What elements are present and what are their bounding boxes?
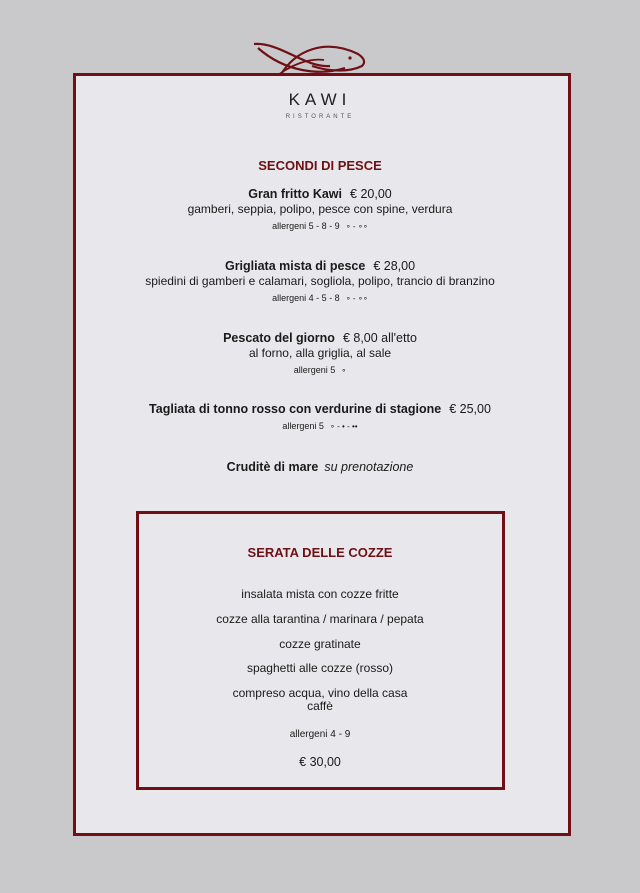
cozze-title: SERATA DELLE COZZE [247, 545, 393, 560]
dish-description: gamberi, seppia, polipo, pesce con spine, verdura [187, 202, 453, 216]
dish-allergens: allergeni 5 [282, 421, 324, 431]
dish-note: su prenotazione [324, 460, 414, 474]
brand-subtitle: RISTORANTE [285, 114, 355, 120]
dish-description: al forno, alla griglia, al sale [248, 346, 392, 360]
dish-name: Cruditè di mare [226, 460, 319, 474]
dish-symbols: ∘ [341, 366, 347, 375]
dish-name: Tagliata di tonno rosso con verdurine di stagione [149, 402, 442, 416]
dish-item [0, 401, 640, 434]
dish-symbols: ∘ - ∘∘ [345, 222, 368, 231]
dish-item [0, 330, 640, 378]
cozze-included-coffee: caffè [307, 699, 333, 713]
dish-name: Grigliata mista di pesce [224, 259, 366, 273]
dish-name: Gran fritto Kawi [248, 187, 343, 201]
cozze-item: cozze alla tarantina / marinara / pepata [216, 612, 424, 626]
cozze-item: cozze gratinate [279, 637, 361, 651]
dish-symbols: ∘ - • - •• [329, 422, 358, 431]
dish-price: € 8,00 all'etto [342, 331, 417, 345]
cozze-item: insalata mista con cozze fritte [241, 587, 399, 601]
dish-item [0, 459, 640, 475]
brand-name: KAWI [288, 90, 352, 109]
dish-item [0, 186, 640, 234]
cozze-price: € 30,00 [299, 755, 341, 769]
dish-item [0, 258, 640, 306]
cozze-allergens: allergeni 4 - 9 [289, 729, 351, 740]
section-title: SECONDI DI PESCE [258, 158, 382, 173]
dish-symbols: ∘ - ∘∘ [345, 294, 368, 303]
dish-price: € 20,00 [350, 187, 392, 201]
dish-allergens: allergeni 4 - 5 - 8 [272, 293, 340, 303]
dish-allergens: allergeni 5 [293, 365, 336, 375]
dish-name: Pescato del giorno [223, 331, 335, 345]
dish-allergens: allergeni 5 - 8 - 9 [272, 221, 340, 231]
dish-description: spiedini di gamberi e calamari, sogliola, polipo, trancio di branzino [145, 274, 495, 288]
dish-price: € 25,00 [449, 402, 491, 416]
cozze-item: spaghetti alle cozze (rosso) [246, 661, 394, 675]
dish-price: € 28,00 [373, 259, 416, 273]
cozze-included: compreso acqua, vino della casa [232, 686, 408, 700]
